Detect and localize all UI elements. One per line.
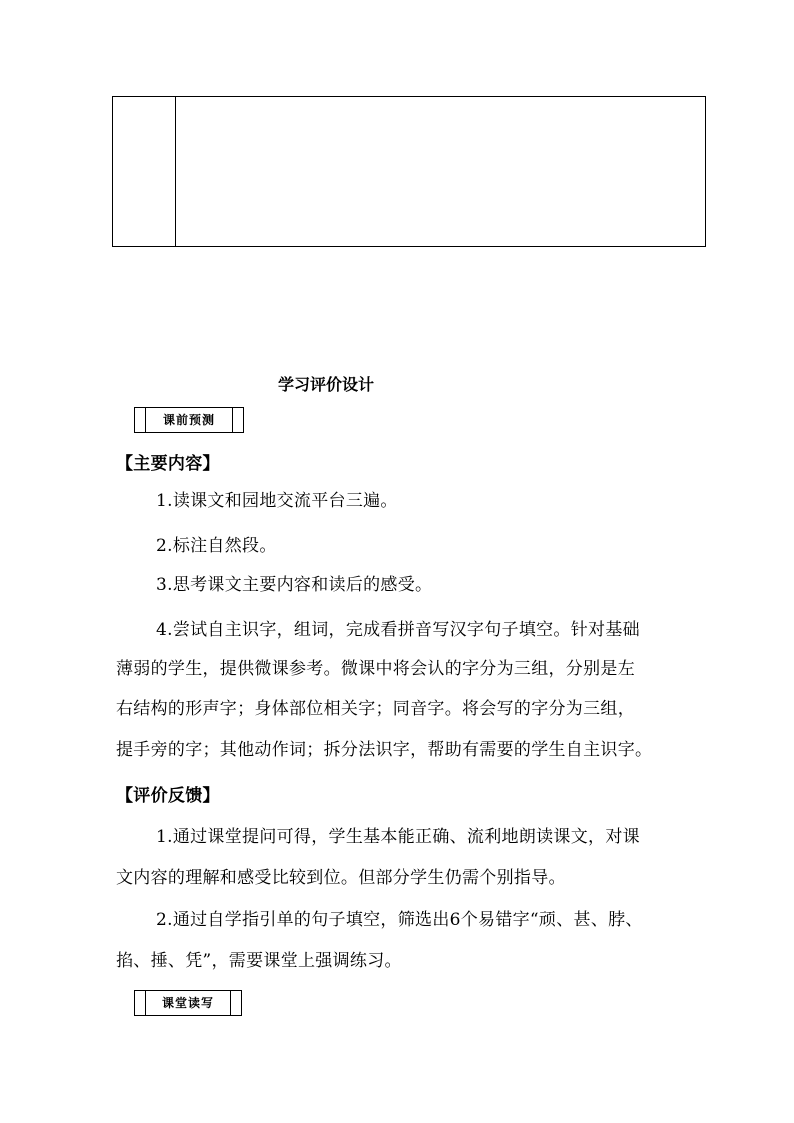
feedback-1-line-2: 文内容的理解和感受比较到位。但部分学生仍需个别指导。 — [116, 868, 566, 888]
main-item-2: 2.标注自然段。 — [156, 536, 277, 556]
tag-before-class — [134, 407, 244, 433]
section-title: 学习评价设计 — [277, 375, 374, 394]
main-item-4-line-3: 右结构的形声字；身体部位相关字；同音字。将会写的字分为三组， — [116, 699, 635, 719]
main-item-3: 3.思考课文主要内容和读后的感受。 — [156, 575, 433, 595]
table-cell-left — [113, 97, 176, 246]
tag-in-class-label: 课堂读写 — [161, 996, 214, 1010]
table-cell-right — [176, 97, 705, 246]
feedback-1-line-1: 1.通过课堂提问可得，学生基本能正确、流利地朗读课文，对课 — [156, 827, 640, 847]
main-item-1: 1.读课文和园地交流平台三遍。 — [156, 491, 398, 511]
heading-feedback: 【评价反馈】 — [116, 786, 220, 806]
top-table — [112, 96, 706, 247]
heading-main-content: 【主要内容】 — [116, 454, 220, 474]
tag-in-class — [134, 990, 242, 1016]
tag-before-class-label: 课前预测 — [162, 413, 215, 427]
feedback-2-line-1: 2.通过自学指引单的句子填空，筛选出6个易错字“顽、甚、脖、 — [156, 910, 643, 930]
main-item-4-line-1: 4.尝试自主识字，组词，完成看拼音写汉字句子填空。针对基础 — [156, 620, 640, 640]
main-item-4-line-2: 薄弱的学生，提供微课参考。微课中将会认的字分为三组，分别是左 — [116, 659, 635, 679]
main-item-4-line-4: 提手旁的字；其他动作词；拆分法识字，帮助有需要的学生自主识字。 — [116, 740, 653, 760]
feedback-2-line-2: 掐、捶、凭”，需要课堂上强调练习。 — [116, 951, 402, 971]
